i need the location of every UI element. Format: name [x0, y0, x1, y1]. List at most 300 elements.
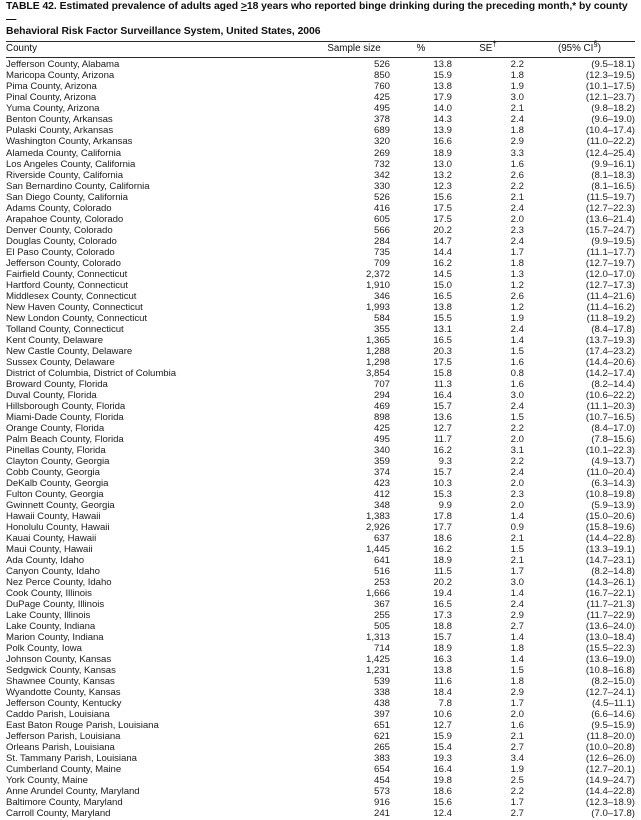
cell-county: Miami-Dade County, Florida [6, 411, 124, 423]
cell-se: 1.3 [510, 268, 524, 280]
table-row [6, 226, 635, 237]
column-header-ci-text: (95% CI [557, 42, 594, 54]
cell-county: Nez Perce County, Idaho [6, 577, 112, 589]
cell-ci: (8.1–16.5) [591, 180, 635, 192]
column-header-se [452, 39, 524, 58]
cell-percent: 13.9 [433, 125, 452, 137]
cell-se: 2.9 [510, 687, 524, 699]
cell-percent: 16.2 [433, 257, 452, 269]
cell-sample-size: 367 [373, 599, 390, 611]
cell-county: St. Tammany Parish, Louisiana [6, 753, 137, 765]
cell-county: Cook County, Illinois [6, 588, 92, 600]
cell-sample-size: 605 [373, 213, 390, 225]
table-page [0, 1, 641, 820]
cell-se: 1.8 [510, 643, 524, 655]
cell-ci: (10.4–17.4) [585, 125, 635, 137]
cell-county: Fulton County, Georgia [6, 488, 104, 500]
cell-percent: 11.3 [434, 378, 452, 390]
cell-percent: 11.7 [434, 433, 452, 445]
cell-se: 1.6 [510, 720, 524, 732]
cell-ci: (12.7–20.1) [585, 764, 635, 776]
cell-ci: (10.0–20.8) [585, 742, 635, 754]
cell-ci: (5.9–13.9) [591, 500, 635, 511]
cell-ci: (14.2–17.4) [585, 367, 635, 379]
cell-county: Anne Arundel County, Maryland [6, 786, 140, 798]
cell-percent: 13.8 [433, 301, 452, 313]
cell-se: 1.5 [510, 665, 524, 677]
table-row [6, 182, 635, 193]
cell-percent: 20.2 [433, 577, 452, 589]
cell-se: 1.2 [510, 279, 524, 291]
cell-sample-size: 378 [373, 114, 390, 126]
cell-sample-size: 294 [373, 389, 390, 401]
cell-sample-size: 1,425 [365, 654, 390, 666]
cell-se: 3.0 [510, 92, 524, 104]
cell-county: Broward County, Florida [6, 378, 108, 390]
table-row [6, 776, 635, 787]
cell-sample-size: 539 [373, 676, 390, 688]
cell-percent: 15.6 [433, 797, 452, 809]
cell-percent: 13.2 [433, 169, 452, 181]
table-row [6, 501, 635, 512]
cell-ci: (12.6–26.0) [585, 753, 635, 765]
cell-percent: 7.8 [438, 698, 452, 710]
cell-se: 1.8 [510, 257, 524, 269]
table-row [6, 754, 635, 765]
cell-county: Arapahoe County, Colorado [6, 213, 124, 225]
cell-ci: (9.5–15.9) [591, 720, 635, 732]
table-row [6, 237, 635, 248]
cell-sample-size: 348 [373, 500, 390, 511]
cell-ci: (12.3–18.9) [585, 797, 635, 809]
cell-se: 1.6 [510, 356, 524, 368]
cell-county: New Castle County, Delaware [6, 345, 133, 357]
cell-percent: 16.3 [433, 654, 452, 666]
cell-ci: (12.3–19.5) [585, 70, 635, 82]
cell-sample-size: 621 [373, 731, 390, 743]
cell-percent: 17.9 [433, 92, 452, 104]
cell-se: 1.9 [510, 312, 524, 324]
cell-percent: 18.9 [433, 147, 452, 159]
cell-sample-size: 330 [373, 180, 390, 192]
cell-county: Pima County, Arizona [6, 81, 97, 93]
cell-county: Ada County, Idaho [6, 555, 85, 567]
cell-county: Jefferson Parish, Louisiana [6, 731, 121, 743]
cell-county: Cobb County, Georgia [6, 466, 100, 478]
cell-sample-size: 516 [373, 566, 390, 578]
cell-ci: (9.6–19.0) [591, 114, 635, 126]
cell-se: 2.4 [510, 323, 524, 335]
cell-county: Duval County, Florida [6, 389, 97, 401]
cell-sample-size: 654 [373, 764, 390, 776]
table-row [6, 578, 635, 589]
table-row [6, 600, 635, 611]
cell-ci: (14.3–26.1) [585, 577, 635, 589]
cell-se: 2.4 [510, 466, 524, 478]
cell-ci: (13.6–21.4) [585, 213, 635, 225]
cell-sample-size: 495 [373, 433, 390, 445]
cell-ci: (11.4–21.6) [586, 290, 635, 302]
cell-county: DuPage County, Illinois [6, 599, 105, 611]
cell-percent: 12.3 [433, 180, 452, 192]
cell-county: Lake County, Indiana [6, 621, 96, 633]
cell-ci: (11.8–20.0) [586, 731, 635, 743]
cell-ci: (11.7–22.9) [586, 610, 635, 622]
cell-county: Adams County, Colorado [6, 202, 112, 214]
cell-ci: (11.4–16.2) [586, 301, 635, 313]
cell-ci: (14.9–24.7) [585, 775, 635, 787]
table-row [6, 809, 635, 820]
cell-percent: 16.2 [433, 444, 452, 456]
cell-county: San Bernardino County, California [6, 180, 150, 192]
cell-sample-size: 3,854 [365, 367, 390, 379]
table-row [6, 58, 635, 72]
cell-sample-size: 340 [373, 444, 390, 456]
cell-se: 1.4 [510, 511, 524, 523]
cell-sample-size: 898 [373, 411, 390, 423]
column-header-ci [524, 39, 635, 58]
cell-sample-size: 469 [373, 400, 390, 412]
cell-county: Caddo Parish, Louisiana [6, 709, 110, 721]
cell-county: Lake County, Illinois [6, 610, 91, 622]
cell-se: 2.4 [510, 202, 524, 214]
cell-ci: (12.7–24.1) [585, 687, 635, 699]
cell-sample-size: 714 [373, 643, 390, 655]
cell-percent: 19.8 [433, 775, 452, 787]
column-header-se-text: SE [479, 42, 493, 54]
cell-county: New Haven County, Connecticut [6, 301, 143, 313]
cell-county: Carroll County, Maryland [6, 808, 111, 820]
cell-percent: 16.5 [433, 599, 452, 611]
cell-sample-size: 423 [373, 477, 390, 489]
table-row [6, 248, 635, 259]
cell-ci: (10.8–19.8) [585, 488, 635, 500]
cell-percent: 17.7 [433, 522, 452, 534]
cell-ci: (15.7–24.7) [585, 224, 635, 236]
cell-county: Middlesex County, Connecticut [6, 290, 137, 302]
cell-se: 1.4 [510, 654, 524, 666]
cell-se: 1.7 [510, 797, 524, 809]
cell-se: 3.3 [510, 147, 524, 159]
cell-se: 1.9 [510, 81, 524, 93]
cell-se: 1.4 [510, 632, 524, 644]
cell-county: Polk County, Iowa [6, 643, 82, 655]
cell-se: 2.2 [510, 455, 524, 467]
table-row [6, 149, 635, 160]
table-row [6, 215, 635, 226]
cell-sample-size: 1,993 [365, 301, 390, 313]
cell-percent: 13.1 [433, 323, 452, 335]
table-row [6, 534, 635, 545]
cell-ci: (7.8–15.6) [591, 433, 635, 445]
cell-percent: 13.8 [433, 81, 452, 93]
cell-county: Marion County, Indiana [6, 632, 104, 644]
cell-county: Gwinnett County, Georgia [6, 500, 115, 511]
cell-sample-size: 526 [373, 191, 390, 203]
cell-county: Washington County, Arkansas [6, 136, 133, 148]
table-row [6, 523, 635, 534]
cell-county: Jefferson County, Kentucky [6, 698, 122, 710]
cell-ci: (14.4–22.8) [585, 533, 635, 545]
cell-sample-size: 1,313 [365, 632, 390, 644]
cell-ci: (10.8–16.8) [585, 665, 635, 677]
cell-se: 2.2 [510, 422, 524, 434]
cell-se: 2.4 [510, 599, 524, 611]
cell-se: 2.1 [510, 731, 524, 743]
cell-ci: (12.7–17.3) [585, 279, 635, 291]
cell-se: 1.4 [510, 588, 524, 600]
cell-county: Denver County, Colorado [6, 224, 113, 236]
cell-county: Benton County, Arkansas [6, 114, 113, 126]
cell-sample-size: 1,383 [365, 511, 390, 523]
cell-county: Pulaski County, Arkansas [6, 125, 114, 137]
cell-se: 1.9 [510, 764, 524, 776]
cell-county: Orleans Parish, Louisiana [6, 742, 115, 754]
cell-sample-size: 397 [373, 709, 390, 721]
cell-county: Johnson County, Kansas [6, 654, 112, 666]
cell-sample-size: 320 [373, 136, 390, 148]
cell-percent: 15.3 [433, 488, 452, 500]
cell-sample-size: 709 [373, 257, 390, 269]
cell-percent: 17.5 [433, 202, 452, 214]
cell-county: Jefferson County, Alabama [6, 58, 318, 72]
cell-county: Douglas County, Colorado [6, 235, 117, 247]
cell-county: District of Columbia, District of Columbia [6, 367, 176, 379]
column-header-percent: % [416, 42, 426, 54]
cell-ci: (15.8–19.6) [585, 522, 635, 534]
cell-percent: 18.9 [433, 555, 452, 567]
cell-ci: (13.7–19.3) [585, 334, 635, 346]
greater-equal-symbol: > [240, 1, 247, 12]
cell-percent: 19.4 [433, 588, 452, 600]
table-row [6, 787, 635, 798]
cell-se: 2.0 [510, 477, 524, 489]
cell-percent: 10.3 [433, 477, 452, 489]
cell-county: Riverside County, California [6, 169, 124, 181]
table-row [6, 71, 635, 82]
cell-se: 2.7 [510, 621, 524, 633]
cell-percent: 20.2 [433, 224, 452, 236]
cell-ci: (15.0–20.6) [585, 511, 635, 523]
cell-ci: (11.0–22.2) [586, 136, 635, 148]
cell-se: 1.5 [510, 345, 524, 357]
cell-ci: (13.6–24.0) [585, 621, 635, 633]
cell-ci: (11.1–17.7) [586, 246, 635, 258]
cell-percent: 18.9 [433, 643, 452, 655]
cell-percent: 17.5 [433, 356, 452, 368]
cell-county: El Paso County, Colorado [6, 246, 115, 258]
table-title-line1-suffix: 18 years who reported binge drinking during the preceding month,* by county — [6, 1, 628, 25]
table-title-line1-prefix: TABLE 42. Estimated prevalence of adults aged [6, 1, 241, 12]
cell-ci: (8.1–18.3) [591, 169, 635, 181]
cell-ci: (9.9–19.5) [591, 235, 635, 247]
cell-county: New London County, Connecticut [6, 312, 148, 324]
cell-se: 1.7 [510, 246, 524, 258]
cell-county: Cumberland County, Maine [6, 764, 122, 776]
cell-percent: 9.9 [438, 500, 452, 511]
cell-sample-size: 916 [373, 797, 390, 809]
cell-se: 2.2 [452, 58, 524, 72]
cell-se: 3.0 [510, 577, 524, 589]
cell-percent: 15.7 [433, 466, 452, 478]
cell-county: Tolland County, Connecticut [6, 323, 124, 335]
cell-percent: 18.6 [433, 533, 452, 545]
cell-sample-size: 454 [373, 775, 390, 787]
cell-ci: (6.6–14.6) [591, 709, 635, 721]
cell-se: 2.2 [510, 180, 524, 192]
table-row [6, 160, 635, 171]
cell-sample-size: 641 [373, 555, 390, 567]
cell-sample-size: 1,288 [365, 345, 390, 357]
cell-se: 2.0 [510, 213, 524, 225]
cell-percent: 15.9 [433, 731, 452, 743]
cell-se: 1.5 [510, 544, 524, 556]
cell-ci: (13.6–19.0) [585, 654, 635, 666]
cell-ci: (12.7–19.7) [585, 257, 635, 269]
cell-ci: (13.0–18.4) [585, 632, 635, 644]
cell-ci: (11.0–20.4) [586, 466, 635, 478]
cell-ci: (11.5–19.7) [586, 191, 635, 203]
cell-county: Kent County, Delaware [6, 334, 104, 346]
cell-percent: 15.5 [433, 312, 452, 324]
cell-percent: 14.3 [433, 114, 452, 126]
ci-section-marker: § [593, 39, 598, 49]
cell-sample-size: 2,372 [365, 268, 390, 280]
cell-se: 1.4 [510, 334, 524, 346]
cell-ci: (10.7–16.5) [585, 411, 635, 423]
cell-ci: (9.9–16.1) [591, 158, 635, 170]
cell-county: Los Angeles County, California [6, 158, 136, 170]
cell-se: 2.4 [510, 400, 524, 412]
cell-sample-size: 284 [373, 235, 390, 247]
cell-county: Sussex County, Delaware [6, 356, 115, 368]
cell-county: Hawaii County, Hawaii [6, 511, 101, 523]
cell-county: Hartford County, Connecticut [6, 279, 128, 291]
table-row [6, 137, 635, 148]
cell-se: 3.1 [510, 444, 524, 456]
cell-se: 3.0 [510, 389, 524, 401]
cell-se: 2.2 [510, 786, 524, 798]
column-header-ci-close: ) [597, 42, 602, 54]
cell-se: 2.7 [510, 808, 524, 820]
cell-percent: 11.6 [434, 676, 452, 688]
cell-sample-size: 1,910 [365, 279, 390, 291]
cell-sample-size: 438 [373, 698, 390, 710]
cell-percent: 15.7 [433, 632, 452, 644]
cell-county: Pinal County, Arizona [6, 92, 97, 104]
cell-percent: 14.0 [433, 103, 452, 115]
cell-ci: (7.0–17.8) [591, 808, 635, 820]
cell-sample-size: 495 [373, 103, 390, 115]
table-row [6, 457, 635, 468]
cell-percent: 19.3 [433, 753, 452, 765]
table-row [6, 633, 635, 644]
cell-ci: (14.4–20.6) [585, 356, 635, 368]
cell-percent: 12.7 [433, 422, 452, 434]
cell-county: Fairfield County, Connecticut [6, 268, 128, 280]
cell-percent: 11.5 [434, 566, 452, 578]
cell-se: 1.7 [510, 698, 524, 710]
cell-county: East Baton Rouge Parish, Louisiana [6, 720, 159, 732]
cell-ci: (10.1–17.5) [585, 81, 635, 93]
cell-sample-size: 651 [373, 720, 390, 732]
cell-county: Alameda County, California [6, 147, 122, 159]
cell-se: 1.6 [510, 158, 524, 170]
cell-se: 0.9 [510, 522, 524, 534]
cell-ci: (8.4–17.8) [591, 323, 635, 335]
table-header-row [6, 42, 635, 58]
cell-sample-size: 505 [373, 621, 390, 633]
cell-sample-size: 566 [373, 224, 390, 236]
cell-county: Sedgwick County, Kansas [6, 665, 116, 677]
cell-se: 2.1 [510, 533, 524, 545]
cell-percent: 17.5 [433, 213, 452, 225]
se-dagger-marker: † [492, 39, 497, 49]
cell-county: York County, Maine [6, 775, 88, 787]
cell-sample-size: 1,298 [365, 356, 390, 368]
cell-sample-size: 425 [373, 92, 390, 104]
table-title-line2: Behavioral Risk Factor Surveillance System, United States, 2006 [6, 26, 321, 38]
cell-sample-size: 850 [373, 70, 390, 82]
cell-percent: 18.8 [433, 621, 452, 633]
cell-sample-size: 359 [373, 455, 390, 467]
cell-sample-size: 1,365 [365, 334, 390, 346]
cell-se: 2.4 [510, 235, 524, 247]
cell-percent: 15.6 [433, 191, 452, 203]
cell-se: 1.8 [510, 125, 524, 137]
cell-sample-size: 1,666 [365, 588, 390, 600]
cell-sample-size: 255 [373, 610, 390, 622]
column-header-sample-size: Sample size [327, 42, 381, 54]
cell-ci: (12.7–22.3) [585, 202, 635, 214]
cell-se: 2.6 [510, 169, 524, 181]
cell-ci: (12.4–25.4) [585, 147, 635, 159]
table-row [6, 204, 635, 215]
cell-county: Orange County, Florida [6, 422, 105, 434]
cell-se: 1.7 [510, 566, 524, 578]
cell-ci: (13.3–19.1) [585, 544, 635, 556]
cell-sample-size: 760 [373, 81, 390, 93]
cell-ci: (10.1–22.3) [585, 444, 635, 456]
cell-percent: 13.8 [390, 58, 452, 72]
cell-county: Pinellas County, Florida [6, 444, 106, 456]
cell-sample-size: 526 [318, 58, 390, 72]
table-row [6, 765, 635, 776]
cell-percent: 13.8 [433, 665, 452, 677]
cell-se: 2.4 [510, 114, 524, 126]
cell-se: 2.1 [510, 555, 524, 567]
table-row [6, 545, 635, 556]
cell-county: Jefferson County, Colorado [6, 257, 121, 269]
cell-percent: 18.4 [433, 687, 452, 699]
cell-percent: 20.3 [433, 345, 452, 357]
cell-percent: 15.0 [433, 279, 452, 291]
cell-se: 2.7 [510, 742, 524, 754]
cell-ci: (9.8–18.2) [591, 103, 635, 115]
cell-sample-size: 355 [373, 323, 390, 335]
cell-ci: (11.8–19.2) [586, 312, 635, 324]
cell-county: Canyon County, Idaho [6, 566, 100, 578]
cell-ci: (11.7–21.3) [586, 599, 635, 611]
cell-percent: 15.7 [433, 400, 452, 412]
cell-county: Baltimore County, Maryland [6, 797, 123, 809]
cell-ci: (4.9–13.7) [591, 455, 635, 467]
cell-county: Hillsborough County, Florida [6, 400, 126, 412]
cell-county: DeKalb County, Georgia [6, 477, 109, 489]
cell-percent: 14.7 [433, 235, 452, 247]
cell-se: 2.0 [510, 433, 524, 445]
cell-county: Shawnee County, Kansas [6, 676, 115, 688]
